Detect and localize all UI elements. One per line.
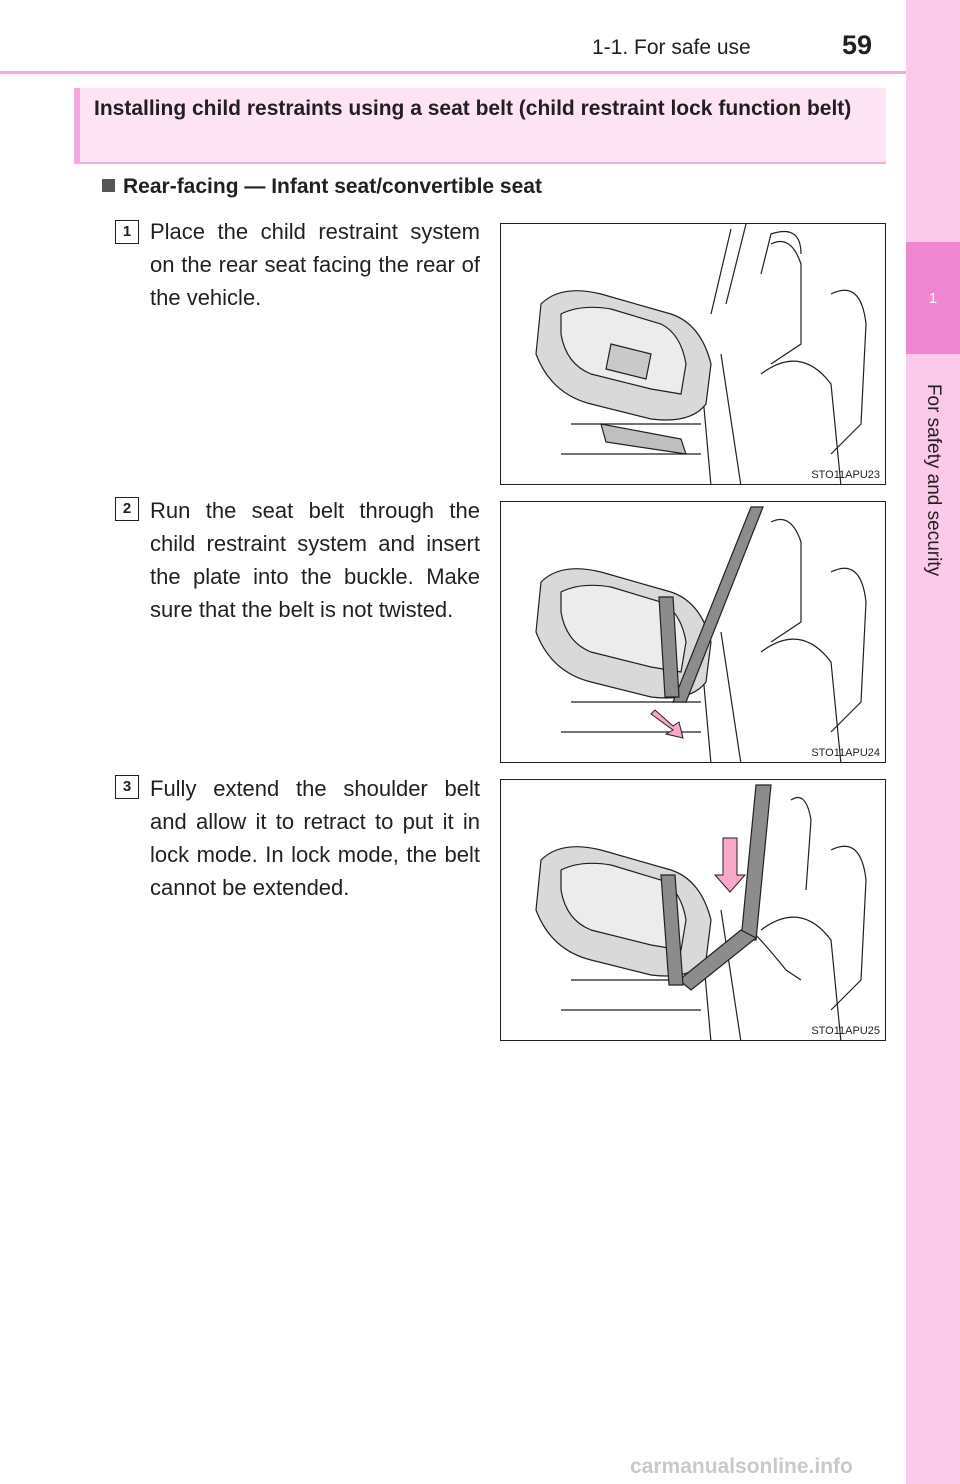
subheading	[102, 175, 542, 199]
step-number-2: 2	[115, 497, 139, 521]
figure-code-3: STO11APU25	[811, 1025, 880, 1037]
figure-step-1	[500, 223, 886, 485]
step-text-2: Run the seat belt through the child restraint system and insert the plate into the buckle. Make sure that the belt is not twisted.	[150, 498, 480, 622]
title-box	[74, 88, 886, 164]
side-tab	[906, 0, 960, 1484]
chapter-title: For safety and security	[923, 383, 944, 577]
title-text: Installing child restraints using a seat belt (child restraint lock function belt)	[94, 97, 852, 120]
subheading-text: Rear-facing — Infant seat/convertible seat	[123, 175, 542, 198]
step-text-1: Place the child restraint system on the rear seat facing the rear of the vehicle.	[150, 219, 480, 310]
step-text-3: Fully extend the shoulder belt and allow it to retract to put it in lock mode. In lock mode, the belt cannot be extended.	[150, 776, 480, 900]
page-number: 59	[842, 30, 873, 60]
header-rule	[0, 71, 906, 74]
square-bullet-icon	[102, 179, 115, 192]
chapter-number: 1	[928, 290, 938, 307]
step-number-1: 1	[115, 220, 139, 244]
step-number-3: 3	[115, 775, 139, 799]
figure-step-3	[500, 779, 886, 1041]
watermark: carmanualsonline.info	[630, 1455, 853, 1478]
figure-code-1: STO11APU23	[811, 469, 880, 481]
section-title: 1-1. For safe use	[592, 36, 751, 59]
figure-code-2: STO11APU24	[811, 747, 880, 759]
figure-step-2	[500, 501, 886, 763]
